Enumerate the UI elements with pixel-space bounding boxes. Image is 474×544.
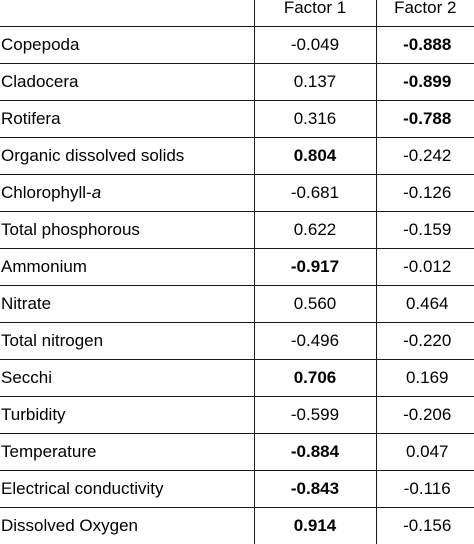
variable-name: Turbidity [0, 397, 254, 434]
factor-2-value: -0.899 [376, 64, 474, 101]
factor-2-value: -0.116 [376, 471, 474, 508]
variable-name: Dissolved Oxygen [0, 508, 254, 544]
table-row [0, 286, 474, 323]
variable-name: Total phosphorous [0, 212, 254, 249]
factor-2-value: -0.012 [376, 249, 474, 286]
variable-name-italic-suffix: a [92, 183, 101, 202]
variable-name: Rotifera [0, 101, 254, 138]
factor-2-value: -0.788 [376, 101, 474, 138]
factor-1-value: 0.316 [254, 101, 376, 138]
table-body [0, 27, 474, 544]
factor-1-value: 0.560 [254, 286, 376, 323]
table-row [0, 508, 474, 544]
table-row [0, 64, 474, 101]
table-row [0, 434, 474, 471]
factor-2-value: -0.888 [376, 27, 474, 64]
factor-1-value: 0.914 [254, 508, 376, 544]
factor-2-value: 0.169 [376, 360, 474, 397]
factor-1-value: -0.917 [254, 249, 376, 286]
table-row [0, 27, 474, 64]
table-row [0, 101, 474, 138]
table-row [0, 249, 474, 286]
table-row [0, 175, 474, 212]
table-row [0, 360, 474, 397]
table-row [0, 323, 474, 360]
table-row [0, 212, 474, 249]
factor-1-value: -0.843 [254, 471, 376, 508]
factor-1-value: 0.706 [254, 360, 376, 397]
factor-2-value: -0.156 [376, 508, 474, 544]
variable-name: Ammonium [0, 249, 254, 286]
header-variable [0, 0, 254, 27]
factor-2-value: -0.126 [376, 175, 474, 212]
table-row [0, 471, 474, 508]
header-factor-2: Factor 2 [376, 0, 474, 27]
variable-name: Organic dissolved solids [0, 138, 254, 175]
variable-name: Temperature [0, 434, 254, 471]
header-factor-1: Factor 1 [254, 0, 376, 27]
table-header-row [0, 0, 474, 27]
variable-name: Total nitrogen [0, 323, 254, 360]
variable-name: Chlorophyll-a [0, 175, 254, 212]
factor-1-value: -0.884 [254, 434, 376, 471]
factor-2-value: -0.159 [376, 212, 474, 249]
table-row [0, 138, 474, 175]
factor-1-value: -0.681 [254, 175, 376, 212]
factor-2-value: 0.464 [376, 286, 474, 323]
variable-name: Nitrate [0, 286, 254, 323]
factor-2-value: -0.242 [376, 138, 474, 175]
factor-1-value: 0.137 [254, 64, 376, 101]
variable-name: Cladocera [0, 64, 254, 101]
variable-name: Electrical conductivity [0, 471, 254, 508]
factor-1-value: 0.622 [254, 212, 376, 249]
factor-2-value: 0.047 [376, 434, 474, 471]
factor-2-value: -0.220 [376, 323, 474, 360]
factor-1-value: 0.804 [254, 138, 376, 175]
table-row [0, 397, 474, 434]
factor-1-value: -0.049 [254, 27, 376, 64]
factor-2-value: -0.206 [376, 397, 474, 434]
variable-name: Copepoda [0, 27, 254, 64]
factor-1-value: -0.496 [254, 323, 376, 360]
factor-1-value: -0.599 [254, 397, 376, 434]
variable-name: Secchi [0, 360, 254, 397]
